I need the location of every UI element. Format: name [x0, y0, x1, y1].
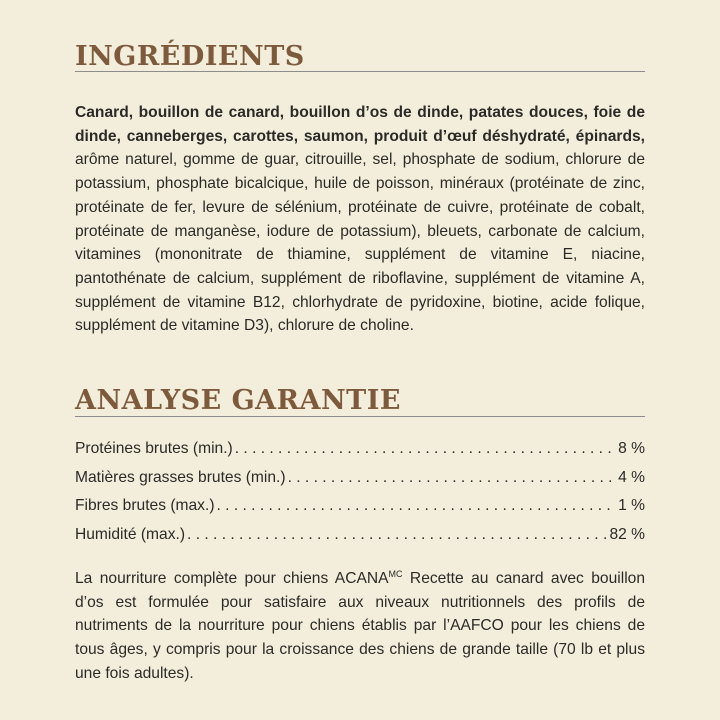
analysis-row	[75, 464, 645, 493]
leader-dots	[187, 521, 607, 550]
analysis-value: 1 %	[618, 497, 645, 515]
leader-dots	[235, 435, 616, 464]
guaranteed-analysis-table	[75, 435, 645, 550]
analysis-value: 8 %	[618, 440, 645, 457]
ingredients-regular-text: arôme naturel, gomme de guar, citrouille, sel, phosphate de sodium, chlorure de potassium, phosphate bicalcique, huile de poisson, minéraux (protéinate de zinc, protéinate de fer, levure de sélénium, protéinate de cuivre, protéinate de cobalt, protéinate de manganèse, iodure de potassium), bleuets, carbonate de calcium, vitamines (mononitrate de thiamine, supplément de vitamine E, niacine, pantothénate de calcium, supplément de riboflavine, supplément de vitamine A, supplément de vitamine B12, chlorhydrate de pyridoxine, biotine, acide folique, supplément de vitamine D3), chlorure de choline.	[75, 151, 645, 335]
aafco-statement	[75, 567, 645, 686]
statement-text-end: Recette au canard avec bouillon d’os est formulée pour satisfaire aux niveaux nutritionnels des profils de nutriments de la nourriture pour chiens établis par l’AAFCO pour les chiens de tous âges, y compris pour la croissance des chiens de grande taille (70 lb et plus une fois adultes).	[75, 570, 645, 682]
analysis-heading: ANALYSE GARANTIE	[75, 385, 401, 416]
analysis-label: Humidité (max.)	[75, 526, 186, 544]
analysis-divider	[75, 416, 645, 417]
analysis-row	[75, 492, 645, 521]
ingredients-heading: INGRÉDIENTS	[75, 41, 305, 72]
brand-name: ACANA	[334, 570, 389, 587]
analysis-value: 82 %	[609, 526, 645, 544]
analysis-label: Fibres brutes (max.)	[75, 497, 215, 515]
statement-text-start: La nourriture complète pour chiens	[75, 570, 335, 587]
analysis-value: 4 %	[618, 468, 645, 486]
analysis-row	[75, 521, 645, 550]
analysis-row	[75, 435, 645, 464]
ingredients-divider	[75, 71, 645, 72]
ingredients-list	[75, 101, 645, 338]
ingredients-bold-text: Canard, bouillon de canard, bouillon d’os de dinde, patates douces, foie de dinde, canneberges, carottes, saumon, produit d’œuf déshydraté, épinards,	[75, 104, 645, 145]
analysis-label: Matières grasses brutes (min.)	[75, 468, 286, 486]
analysis-label: Protéines brutes (min.)	[75, 440, 233, 457]
brand-trademark: MC	[388, 569, 403, 579]
leader-dots	[288, 464, 617, 493]
leader-dots	[217, 492, 617, 521]
